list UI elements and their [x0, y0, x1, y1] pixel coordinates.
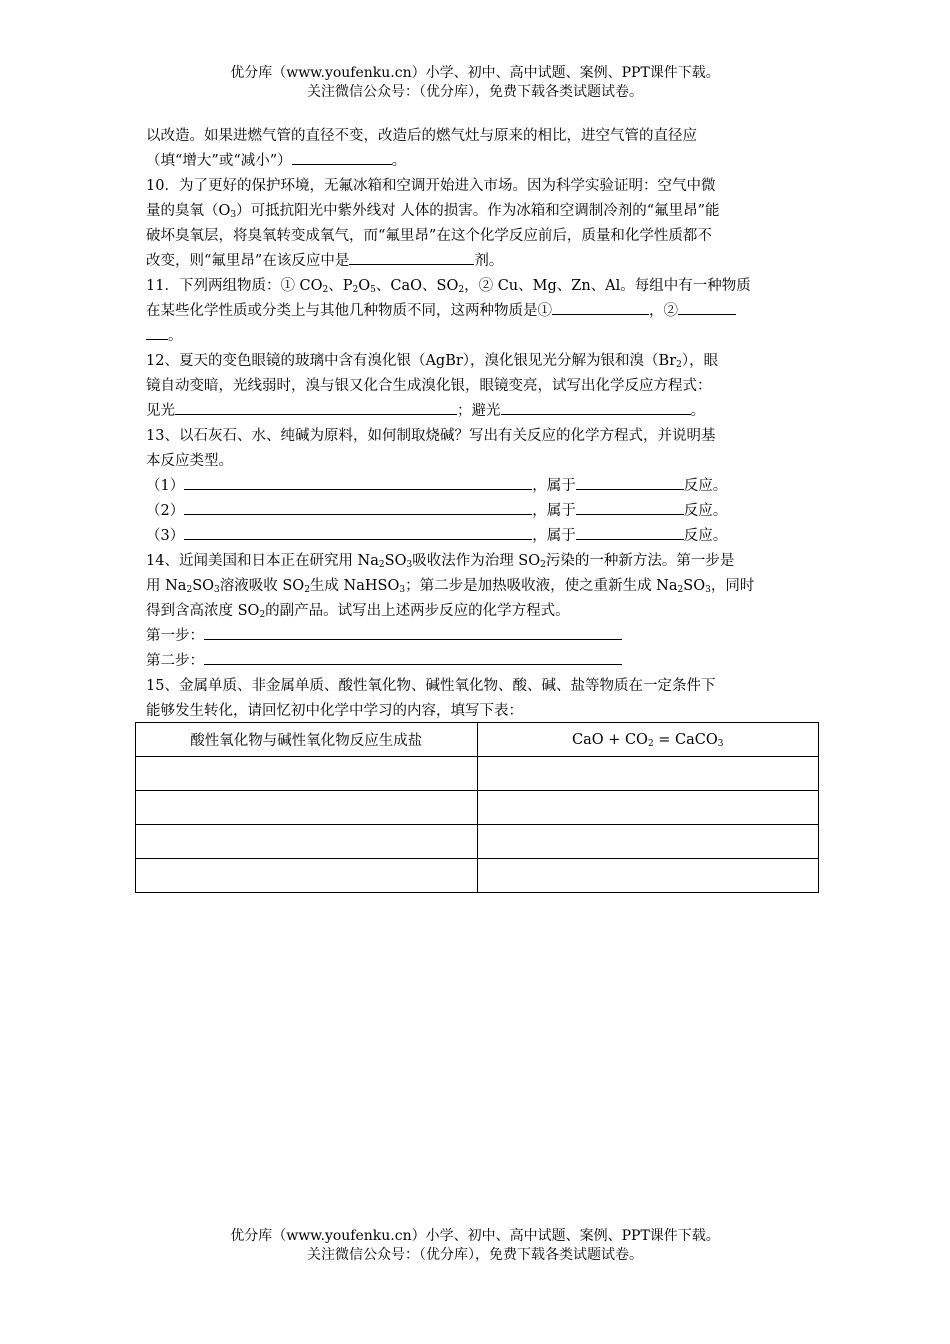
q13-type-blank[interactable] — [576, 524, 684, 540]
table-cell-empty[interactable] — [477, 825, 819, 859]
q14-step1-blank[interactable] — [204, 624, 622, 640]
footer-line-1: 优分库（www.youfenku.cn）小学、初中、高中试题、案例、PPT课件下载。 — [230, 1228, 720, 1244]
q13-type-blank[interactable] — [576, 474, 684, 490]
table-cell-empty[interactable] — [477, 859, 819, 893]
table-row — [136, 791, 819, 825]
q9-answer-blank[interactable] — [292, 149, 392, 165]
q9-line-1: 以改造。如果进燃气管的直径不变，改造后的燃气灶与原来的相比，进空气管的直径应 — [146, 128, 697, 144]
q11-line-1: 11．下列两组物质：① $CO_2$、$P_2O_5$、CaO、$SO_2$，② Cu、Mg、Zn、Al。每组中有一种物质 — [146, 278, 751, 295]
q12-dark-blank[interactable] — [501, 399, 691, 415]
table-cell-empty[interactable] — [136, 859, 478, 893]
q13-equation-blank[interactable] — [184, 499, 532, 515]
table-cell-empty[interactable] — [136, 825, 478, 859]
q10-answer-blank[interactable] — [349, 249, 474, 265]
table-row — [136, 825, 819, 859]
table-row — [136, 859, 819, 893]
q13-equation-blank[interactable] — [184, 474, 532, 490]
q12-line-3: 见光 ；避光 。 — [146, 399, 806, 424]
table-cell-equation: CaO + $CO_2$ = CaCO$_3$ — [477, 723, 819, 757]
q14-step-1: 第一步： — [146, 624, 806, 649]
conversion-table — [135, 722, 819, 893]
table-cell-reaction-type: 酸性氧化物与碱性氧化物反应生成盐 — [136, 723, 478, 757]
q11-answer-blank-2[interactable] — [678, 299, 736, 315]
q10-line-1: 10．为了更好的保护环境，无氟冰箱和空调开始进入市场。因为科学实验证明：空气中微 — [146, 178, 716, 194]
header-line-2: 关注微信公众号：（优分库），免费下载各类试题试卷。 — [307, 84, 643, 100]
q13-type-blank[interactable] — [576, 499, 684, 515]
q13-item-2: （2） ，属于 反应。 — [146, 499, 806, 524]
q13-equation-blank[interactable] — [184, 524, 532, 540]
q11-line-3: 。 — [146, 324, 806, 349]
q11-answer-blank-2-cont[interactable] — [146, 324, 168, 340]
q15-line-2: 能够发生转化，请回忆初中化学中学习的内容，填写下表： — [146, 703, 523, 719]
q11-answer-blank-1[interactable] — [552, 299, 649, 315]
q10-line-4: 改变，则“氟里昂”在该反应中是 剂。 — [146, 249, 806, 274]
table-cell-empty[interactable] — [477, 791, 819, 825]
table-cell-empty[interactable] — [136, 791, 478, 825]
q14-line-3: 得到含高浓度 $SO_2$的副产品。试写出上述两步反应的化学方程式。 — [146, 603, 570, 620]
page-footer — [0, 1227, 950, 1265]
table-cell-empty[interactable] — [477, 757, 819, 791]
q13-item-1: （1） ，属于 反应。 — [146, 474, 806, 499]
q13-item-3: （3） ，属于 反应。 — [146, 524, 806, 549]
q13-line-1: 13、以石灰石、水、纯碱为原料，如何制取烧碱？写出有关反应的化学方程式，并说明基 — [146, 428, 716, 444]
q14-step-2: 第二步： — [146, 649, 806, 674]
q12-line-2: 镜自动变暗，光线弱时，溴与银又化合生成溴化银，眼镜变亮，试写出化学反应方程式： — [146, 378, 712, 394]
q9-line-2: （填“增大”或“减小”） 。 — [146, 149, 806, 174]
q14-step2-blank[interactable] — [204, 649, 622, 665]
q15-line-1: 15、金属单质、非金属单质、酸性氧化物、碱性氧化物、酸、碱、盐等物质在一定条件下 — [146, 678, 716, 694]
table-row — [136, 723, 819, 757]
footer-line-2: 关注微信公众号：（优分库），免费下载各类试题试卷。 — [307, 1247, 643, 1263]
q12-light-blank[interactable] — [175, 399, 457, 415]
q14-line-1: 14、近闻美国和日本正在研究用 $Na_2SO_3$吸收法作为治理 $SO_2$污染的一种新方法。第一步是 — [146, 553, 735, 570]
q10-line-3: 破坏臭氧层，将臭氧转变成氧气，而“氟里昂”在这个化学反应前后，质量和化学性质都不 — [146, 228, 712, 244]
q10-line-2: 量的臭氧$(O_3)$可抵抗阳光中紫外线对 人体的损害。作为冰箱和空调制冷剂的“氟里昂”能 — [146, 203, 720, 220]
table-cell-empty[interactable] — [136, 757, 478, 791]
exam-content — [146, 124, 806, 724]
q14-line-2: 用 $Na_2SO_3$溶液吸收 $SO_2$生成 NaHSO$_3$；第二步是加热吸收液，使之重新生成 $Na_2SO_3$，同时 — [146, 578, 755, 595]
q11-line-2: 在某些化学性质或分类上与其他几种物质不同，这两种物质是① ，② — [146, 299, 806, 324]
q12-line-1: 12、夏天的变色眼镜的玻璃中含有溴化银（AgBr），溴化银见光分解为银和溴$(Br_2)$，眼 — [146, 353, 719, 370]
table-row — [136, 757, 819, 791]
header-line-1: 优分库（www.youfenku.cn）小学、初中、高中试题、案例、PPT课件下载。 — [230, 65, 720, 81]
q13-line-2: 本反应类型。 — [146, 453, 233, 469]
page-header — [0, 64, 950, 102]
